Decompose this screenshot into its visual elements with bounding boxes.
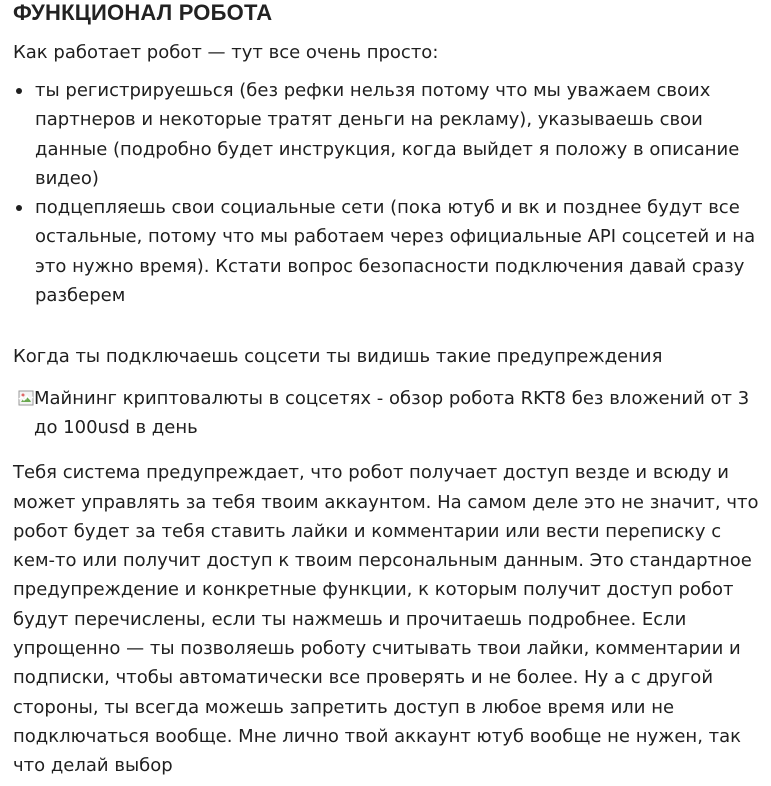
list-item-text: подцепляешь свои социальные сети (пока ютуб и вк и позднее будут все остальные, потому что мы работаем через официальные API соцсетей и на это нужно время). Кстати вопрос безопасности подключения давай сразу разберем bbox=[35, 197, 756, 307]
list-item bbox=[13, 193, 759, 310]
intro-text: Как работает робот — тут все очень просто: bbox=[13, 42, 439, 63]
image-alt-text: Майнинг криптовалюты в соцсетях - обзор робота RKT8 без вложений от 3 до 100usd в день bbox=[34, 387, 750, 438]
section-title: ФУНКЦИОНАЛ РОБОТА bbox=[13, 0, 273, 25]
broken-image-icon bbox=[18, 390, 34, 406]
bullet-dot-icon bbox=[16, 88, 22, 94]
bullet-dot-icon bbox=[16, 205, 22, 211]
main-paragraph: Тебя система предупреждает, что робот получает доступ везде и всюду и может управлять за тебя твоим аккаунтом. На самом деле это не значит, что робот будет за тебя ставить лайки и комментарии или вести переписку с кем-то или получит доступ к твоим персональным данным. Это стандартное предупреждение и конкретные функции, к которым получит доступ робот будут перечислены, если ты нажмешь и прочитаешь подробнее. Если упрощенно — ты позволяешь роботу считывать твои лайки, комментарии и подписки, чтобы автоматически все проверять и не более. Ну а с другой стороны, ты всегда можешь запретить доступ в любое время или не подключаться вообще. Мне лично твой аккаунт ютуб вообще не нужен, так что делай выбор bbox=[13, 462, 759, 777]
list-item bbox=[13, 76, 759, 193]
broken-image bbox=[18, 384, 759, 443]
bullet-list bbox=[13, 76, 759, 310]
list-item-text: ты регистрируешься (без рефки нельзя потому что мы уважаем своих партнеров и некоторые тратят деньги на рекламу), указываешь свои данные (подробно будет инструкция, когда выйдет я положу в описание видео) bbox=[35, 80, 740, 189]
connect-warning-text: Когда ты подключаешь соцсети ты видишь такие предупреждения bbox=[13, 346, 663, 368]
